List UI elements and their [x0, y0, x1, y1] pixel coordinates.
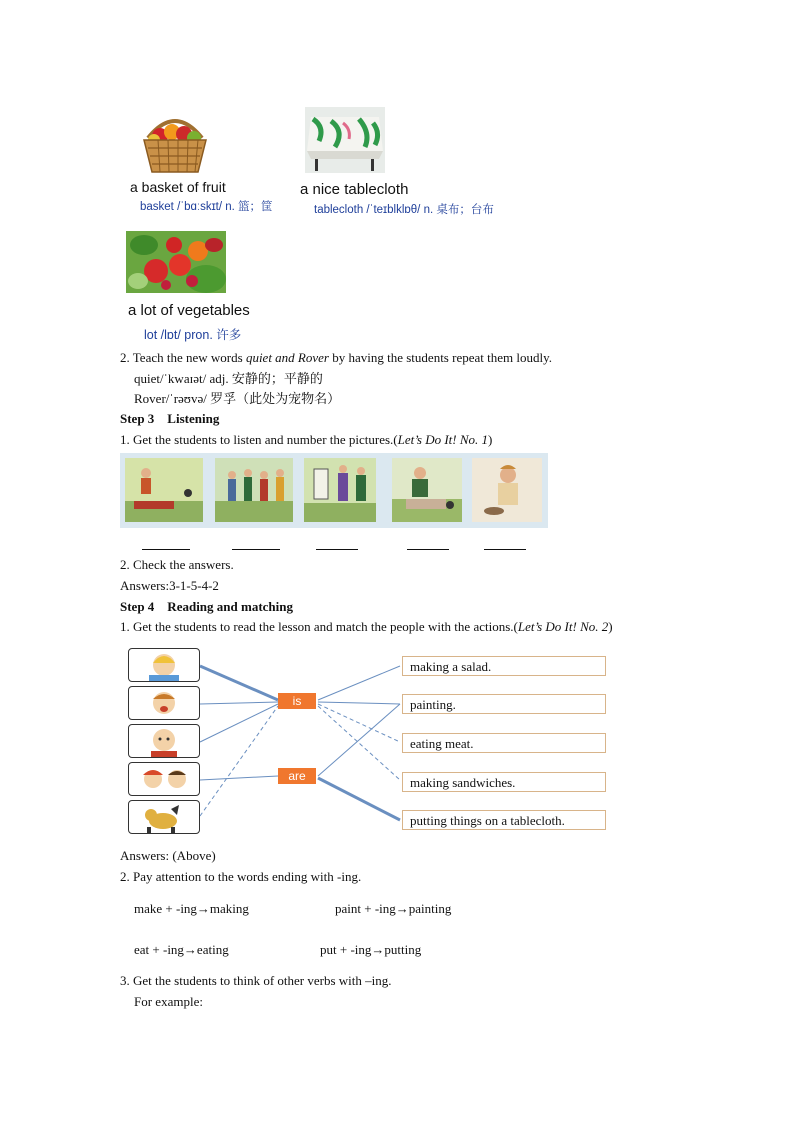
answer-blank-4[interactable] — [407, 549, 449, 550]
step4-instruction-ref: Let’s Do It! No. 2 — [517, 619, 609, 634]
teach-instruction — [120, 350, 552, 366]
step4-example: For example: — [134, 994, 203, 1009]
listening-picture-3 — [304, 458, 376, 522]
person-kids-box — [128, 762, 200, 796]
action-eating-meat: eating meat. — [402, 733, 606, 753]
basket-gloss: basket /ˈbɑːskɪt/ n. 篮；筐 — [140, 201, 273, 213]
vegetables-caption: a lot of vegetables — [128, 302, 250, 319]
step4-title: Step 4 Reading and matching — [120, 599, 293, 614]
rover-entry: Rover/ˈrəʊvə/ 罗孚（此处为宠物名） — [134, 391, 341, 406]
listening-picture-5 — [472, 458, 542, 522]
step4-answers: Answers: (Above) — [120, 848, 216, 863]
ing-make: make + -ing→making — [134, 901, 249, 916]
basket-caption: a basket of fruit — [130, 179, 226, 195]
teach-words: quiet and Rover — [245, 350, 329, 365]
ing-put: put + -ing→putting — [320, 942, 422, 957]
person-boy-box — [128, 686, 200, 720]
step3-answers: Answers:3-1-5-4-2 — [120, 578, 219, 593]
step3-instruction — [120, 432, 492, 448]
step4-instruction-lead: 1. Get the students to read the lesson and match the people with the actions.( — [120, 619, 518, 634]
step4-think: 3. Get the students to think of other verbs with –ing. — [120, 973, 392, 988]
person-dog-box — [128, 800, 200, 834]
answer-blank-1[interactable] — [142, 549, 190, 550]
listening-picture-1 — [125, 458, 203, 522]
quiet-entry: quiet/ˈkwaɪət/ adj. 安静的；平静的 — [134, 371, 323, 386]
step4-instruction-tail: ) — [608, 619, 613, 634]
vegetables-gloss: lot /lɒt/ pron. 许多 — [144, 328, 242, 342]
action-making-salad: making a salad. — [402, 656, 606, 676]
basket-image — [138, 104, 212, 176]
step3-instruction-lead: 1. Get the students to listen and number the pictures.( — [120, 432, 398, 447]
action-putting-things: putting things on a tablecloth. — [402, 810, 606, 830]
teach-tail: by having the students repeat them loudly. — [328, 350, 552, 365]
matching-diagram — [120, 644, 610, 842]
vegetables-image — [126, 231, 226, 293]
answer-blank-3[interactable] — [316, 549, 358, 550]
listening-picture-4 — [392, 458, 462, 522]
listening-picture-strip — [120, 453, 548, 528]
action-painting: painting. — [402, 694, 606, 714]
tablecloth-caption: a nice tablecloth — [300, 181, 409, 198]
person-man-box — [128, 724, 200, 758]
answer-blank-5[interactable] — [484, 549, 526, 550]
step3-instruction-ref: Let’s Do It! No. 1 — [397, 432, 489, 447]
ing-eat: eat + -ing→eating — [134, 942, 229, 957]
tablecloth-gloss: tablecloth /ˈteɪblklɒθ/ n. 桌布；台布 — [314, 204, 494, 216]
step4-instruction — [120, 619, 613, 635]
ing-paint: paint + -ing→painting — [335, 901, 452, 916]
listening-picture-2 — [215, 458, 293, 522]
step3-instruction-tail: ) — [488, 432, 493, 447]
action-making-sandwiches: making sandwiches. — [402, 772, 606, 792]
step3-check: 2. Check the answers. — [120, 557, 234, 572]
step4-attention: 2. Pay attention to the words ending with -ing. — [120, 869, 362, 884]
teach-lead: 2. Teach the new words — [120, 350, 246, 365]
tablecloth-image — [305, 107, 385, 173]
verb-are-tag: are — [278, 768, 316, 784]
answer-blank-2[interactable] — [232, 549, 280, 550]
verb-is-tag: is — [278, 693, 316, 709]
step3-title: Step 3 Listening — [120, 411, 220, 426]
person-girl-box — [128, 648, 200, 682]
